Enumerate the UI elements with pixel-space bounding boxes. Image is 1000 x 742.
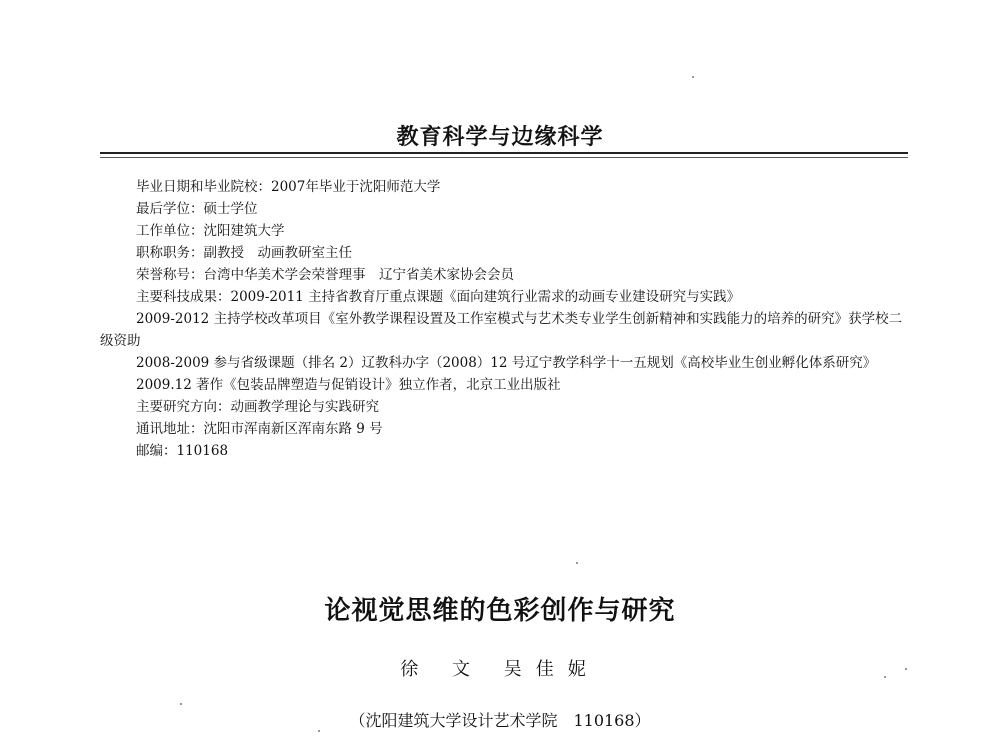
bio-project-2008-2009: 2008-2009 参与省级课题（排名 2）辽教科办字（2008）12 号辽宁教学科学十一五规划《高校毕业生创业孵化体系研究》 xyxy=(136,355,877,371)
article-affiliation: （沈阳建筑大学设计艺术学院 110168） xyxy=(349,711,651,730)
bio-publication: 2009.12 著作《包装品牌塑造与促销设计》独立作者，北京工业出版社 xyxy=(136,377,561,393)
bio-address: 通讯地址：沈阳市浑南新区浑南东路 9 号 xyxy=(136,421,383,437)
bio-project-2009-2012: 2009-2012 主持学校改革项目《室外教学课程设置及工作室模式与艺术类专业学生创新精神和实践能力的培养的研究》获学校二级资助 xyxy=(100,311,903,349)
article-title: 论视觉思维的色彩创作与研究 xyxy=(324,596,676,626)
bio-workplace: 工作单位：沈阳建筑大学 xyxy=(136,223,285,239)
bio-graduation: 毕业日期和毕业院校：2007年毕业于沈阳师范大学 xyxy=(136,179,441,195)
author-bio xyxy=(100,176,915,462)
bio-honors: 荣誉称号：台湾中华美术学会荣誉理事 辽宁省美术家协会会员 xyxy=(136,267,514,283)
bio-postcode: 邮编：110168 xyxy=(136,443,229,459)
bio-position: 职称职务：副教授 动画教研室主任 xyxy=(136,245,352,261)
header-rule-thick xyxy=(100,152,908,154)
scan-speck xyxy=(318,730,320,732)
header-rule-thin xyxy=(100,157,908,158)
section-heading: 教育科学与边缘科学 xyxy=(396,125,604,150)
article-authors: 徐 文 吴佳妮 xyxy=(400,659,600,680)
bio-achievements: 主要科技成果：2009-2011 主持省教育厅重点课题《面向建筑行业需求的动画专业建设研究与实践》 xyxy=(136,289,741,305)
scan-speck xyxy=(905,668,907,670)
scan-speck xyxy=(180,703,182,705)
bio-degree: 最后学位：硕士学位 xyxy=(136,201,258,217)
scan-speck xyxy=(692,76,694,78)
scan-speck xyxy=(576,562,578,564)
scan-speck xyxy=(884,676,886,678)
bio-research-direction: 主要研究方向：动画教学理论与实践研究 xyxy=(136,399,379,415)
